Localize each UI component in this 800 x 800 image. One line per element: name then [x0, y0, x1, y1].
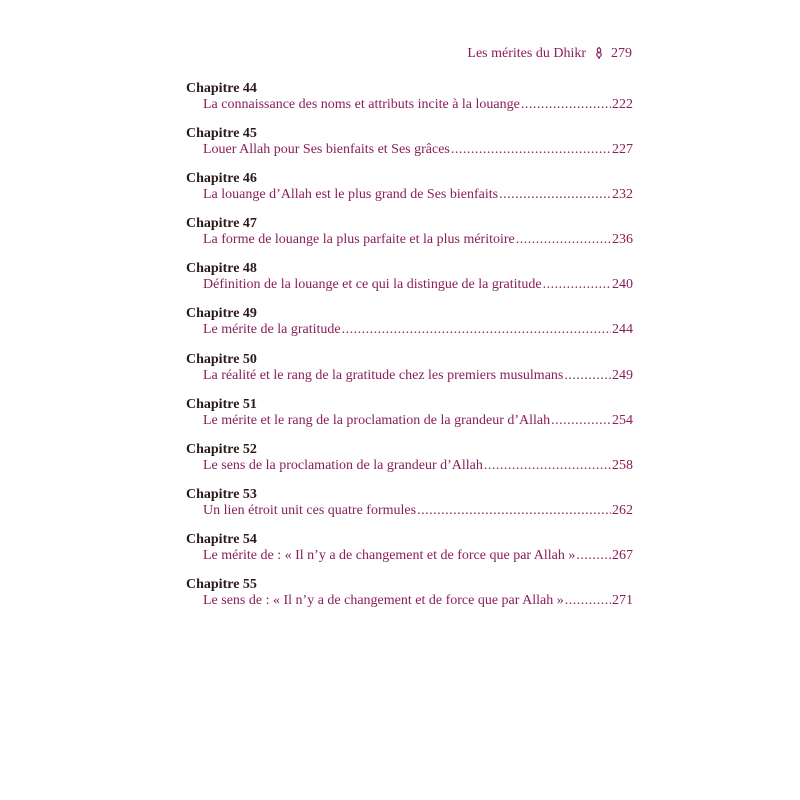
entry-page-number: 249	[612, 367, 633, 383]
chapter-label: Chapitre 52	[186, 441, 257, 457]
dot-leader	[417, 503, 611, 520]
entry-line	[203, 368, 633, 385]
entry-title: La forme de louange la plus parfaite et la plus méritoire	[203, 232, 515, 248]
toc-entry[interactable]	[186, 216, 633, 249]
toc-entry[interactable]	[186, 352, 633, 385]
dot-leader	[543, 277, 611, 294]
chapter-label: Chapitre 50	[186, 351, 257, 367]
toc-entry[interactable]	[186, 306, 633, 339]
table-of-contents	[186, 81, 633, 622]
toc-entry[interactable]	[186, 126, 633, 159]
dot-leader	[451, 142, 611, 159]
dot-leader	[565, 593, 611, 610]
entry-title: Le mérite de : « Il n’y a de changement et de force que par Allah »	[203, 547, 576, 563]
chapter-label: Chapitre 48	[186, 261, 257, 277]
entry-title: Le sens de la proclamation de la grandeur d’Allah	[203, 457, 483, 473]
running-header	[467, 46, 632, 62]
entry-page-number: 271	[612, 593, 633, 609]
dot-leader	[551, 413, 611, 430]
toc-entry[interactable]	[186, 171, 633, 204]
chapter-label: Chapitre 47	[186, 216, 257, 232]
entry-title: Le mérite et le rang de la proclamation de la grandeur d’Allah	[203, 412, 551, 428]
floral-ornament-icon	[594, 47, 604, 59]
entry-title: La louange d’Allah est le plus grand de Ses bienfaits	[203, 187, 499, 203]
entry-page-number: 262	[612, 502, 633, 518]
chapter-label: Chapitre 44	[186, 81, 257, 96]
dot-leader	[342, 322, 611, 339]
entry-line	[203, 413, 633, 430]
entry-line	[203, 548, 633, 565]
toc-entry[interactable]	[186, 487, 633, 520]
entry-page-number: 244	[612, 322, 633, 338]
entry-title: Le sens de : « Il n’y a de changement et de force que par Allah »	[203, 593, 564, 609]
entry-title: Définition de la louange et ce qui la distingue de la gratitude	[203, 277, 542, 293]
toc-entry[interactable]	[186, 532, 633, 565]
dot-leader	[576, 548, 611, 565]
entry-line	[203, 593, 633, 610]
entry-page-number: 240	[612, 277, 633, 293]
entry-line	[203, 322, 633, 339]
page-number: 279	[611, 46, 632, 61]
dot-leader	[484, 458, 611, 475]
toc-entry[interactable]	[186, 577, 633, 610]
entry-page-number: 254	[612, 412, 633, 428]
entry-line	[203, 232, 633, 249]
toc-entry[interactable]	[186, 397, 633, 430]
entry-line	[203, 97, 633, 114]
dot-leader	[516, 232, 611, 249]
chapter-label: Chapitre 53	[186, 486, 257, 502]
entry-title: La réalité et le rang de la gratitude chez les premiers musulmans	[203, 367, 564, 383]
entry-page-number: 267	[612, 547, 633, 563]
entry-page-number: 236	[612, 232, 633, 248]
chapter-label: Chapitre 54	[186, 531, 257, 547]
entry-title: Louer Allah pour Ses bienfaits et Ses grâces	[203, 142, 450, 158]
entry-line	[203, 142, 633, 159]
entry-title: Un lien étroit unit ces quatre formules	[203, 502, 417, 518]
entry-line	[203, 277, 633, 294]
entry-title: La connaissance des noms et attributs incite à la louange	[203, 97, 520, 112]
entry-line	[203, 503, 633, 520]
entry-page-number: 227	[612, 142, 633, 158]
entry-page-number: 222	[612, 97, 633, 112]
toc-entry[interactable]	[186, 442, 633, 475]
entry-page-number: 258	[612, 457, 633, 473]
book-title: Les mérites du Dhikr	[467, 46, 586, 61]
chapter-label: Chapitre 51	[186, 396, 257, 412]
chapter-label: Chapitre 45	[186, 126, 257, 142]
dot-leader	[499, 187, 611, 204]
entry-title: Le mérite de la gratitude	[203, 322, 341, 338]
entry-line	[203, 458, 633, 475]
dot-leader	[564, 368, 611, 385]
toc-entry[interactable]	[186, 81, 633, 114]
dot-leader	[521, 97, 611, 114]
toc-entry[interactable]	[186, 261, 633, 294]
chapter-label: Chapitre 55	[186, 577, 257, 593]
chapter-label: Chapitre 46	[186, 171, 257, 187]
entry-page-number: 232	[612, 187, 633, 203]
entry-line	[203, 187, 633, 204]
chapter-label: Chapitre 49	[186, 306, 257, 322]
